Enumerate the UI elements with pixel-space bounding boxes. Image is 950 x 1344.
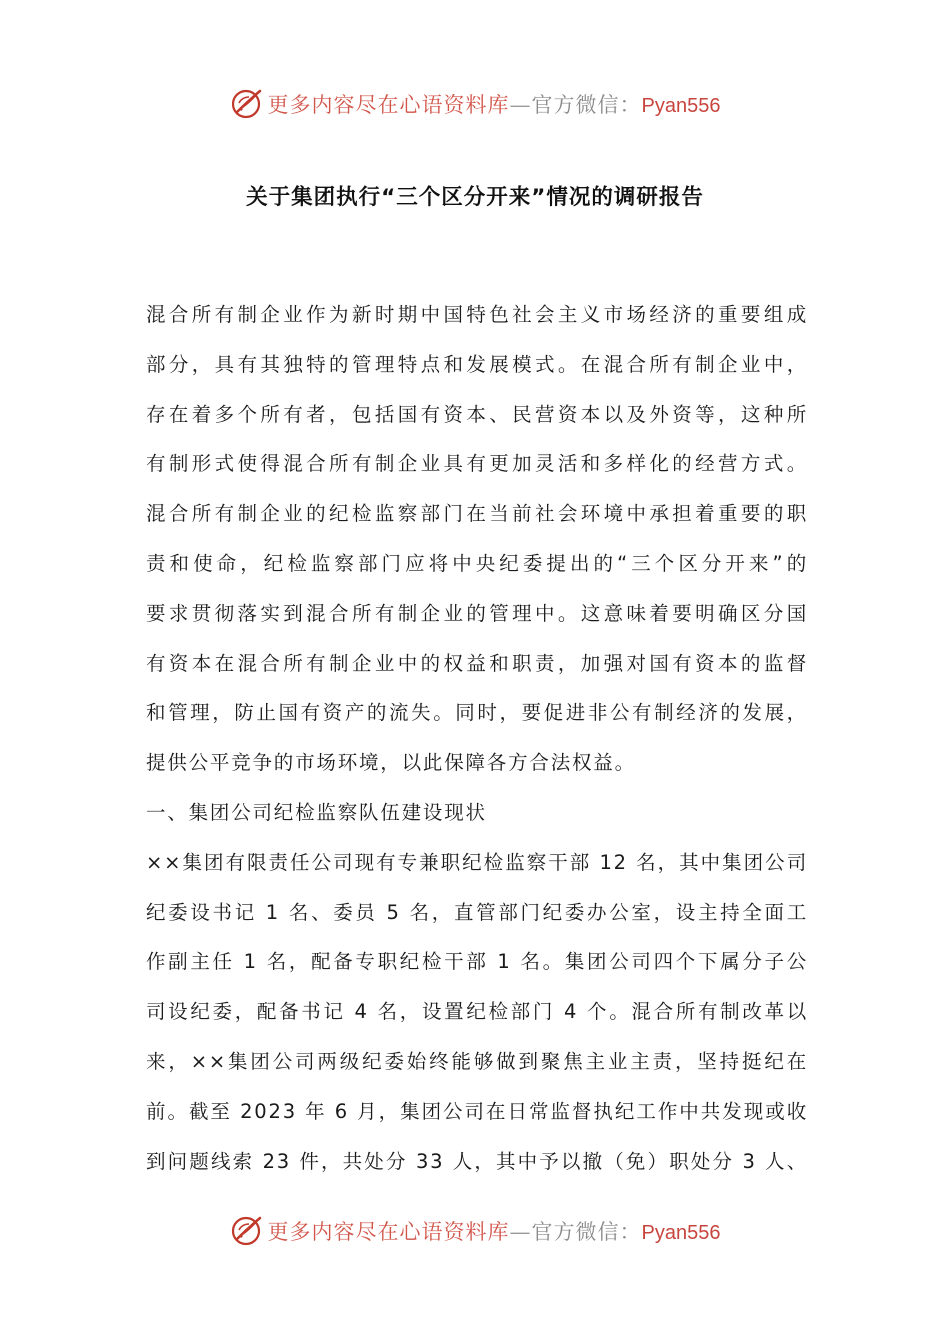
watermark-library-name: 更多内容尽在心语资料库	[267, 93, 510, 117]
paragraph-line: ××集团有限责任公司现有专兼职纪检监察干部 12 名，其中集团公司	[146, 850, 808, 874]
document-body	[146, 290, 808, 1186]
paragraph-line: 有资本在混合所有制企业中的权益和职责，加强对国有资本的监督	[146, 651, 808, 675]
watermark-wechat-id: Pyan556	[641, 95, 721, 117]
paragraph-line: 部分，具有其独特的管理特点和发展模式。在混合所有制企业中，	[146, 352, 808, 376]
paragraph-line: 到问题线索 23 件，共处分 33 人，其中予以撤（免）职处分 3 人、	[146, 1149, 808, 1173]
watermark-library-name: 更多内容尽在心语资料库	[267, 1220, 510, 1244]
section-heading: 一、集团公司纪检监察队伍建设现状	[146, 800, 487, 824]
watermark-banner-top	[0, 84, 950, 124]
paragraph-line: 存在着多个所有者，包括国有资本、民营资本以及外资等，这种所	[146, 402, 808, 426]
paragraph-line: 混合所有制企业作为新时期中国特色社会主义市场经济的重要组成	[146, 303, 808, 326]
paragraph-line: 责和使命，纪检监察部门应将中央纪委提出的“三个区分开来”的	[146, 551, 808, 575]
watermark-wechat-label: 官方微信：	[531, 93, 642, 117]
watermark-banner-bottom	[0, 1211, 950, 1251]
document-title: 关于集团执行“三个区分开来”情况的调研报告	[246, 185, 704, 210]
watermark-wechat-label: 官方微信：	[531, 1220, 642, 1244]
watermark-dash: —	[509, 1220, 532, 1244]
watermark-dash: —	[509, 93, 532, 117]
watermark-text	[268, 1216, 721, 1246]
paragraph-line: 纪委设书记 1 名、委员 5 名，直管部门纪委办公室，设主持全面工	[146, 900, 808, 924]
paragraph-line: 要求贯彻落实到混合所有制企业的管理中。这意味着要明确区分国	[146, 601, 808, 625]
paragraph-line: 提供公平竞争的市场环境，以此保障各方合法权益。	[146, 751, 636, 775]
quill-logo-icon	[230, 1214, 264, 1248]
paragraph-line: 司设纪委，配备书记 4 名，设置纪检部门 4 个。混合所有制改革以	[146, 1000, 808, 1024]
paragraph-line: 作副主任 1 名，配备专职纪检干部 1 名。集团公司四个下属分子公	[146, 950, 808, 974]
paragraph-line: 来，××集团公司两级纪委始终能够做到聚焦主业主责，坚持挺纪在	[146, 1049, 808, 1073]
paragraph-line: 有制形式使得混合所有制企业具有更加灵活和多样化的经营方式。	[146, 452, 808, 476]
quill-logo-icon	[230, 87, 264, 121]
paragraph-line: 混合所有制企业的纪检监察部门在当前社会环境中承担着重要的职	[146, 502, 808, 526]
watermark-wechat-id: Pyan556	[641, 1222, 721, 1244]
watermark-text	[268, 89, 721, 119]
paragraph-line: 和管理，防止国有资产的流失。同时，要促进非公有制经济的发展，	[146, 701, 808, 725]
paragraph-line: 前。截至 2023 年 6 月，集团公司在日常监督执纪工作中共发现或收	[146, 1099, 808, 1123]
